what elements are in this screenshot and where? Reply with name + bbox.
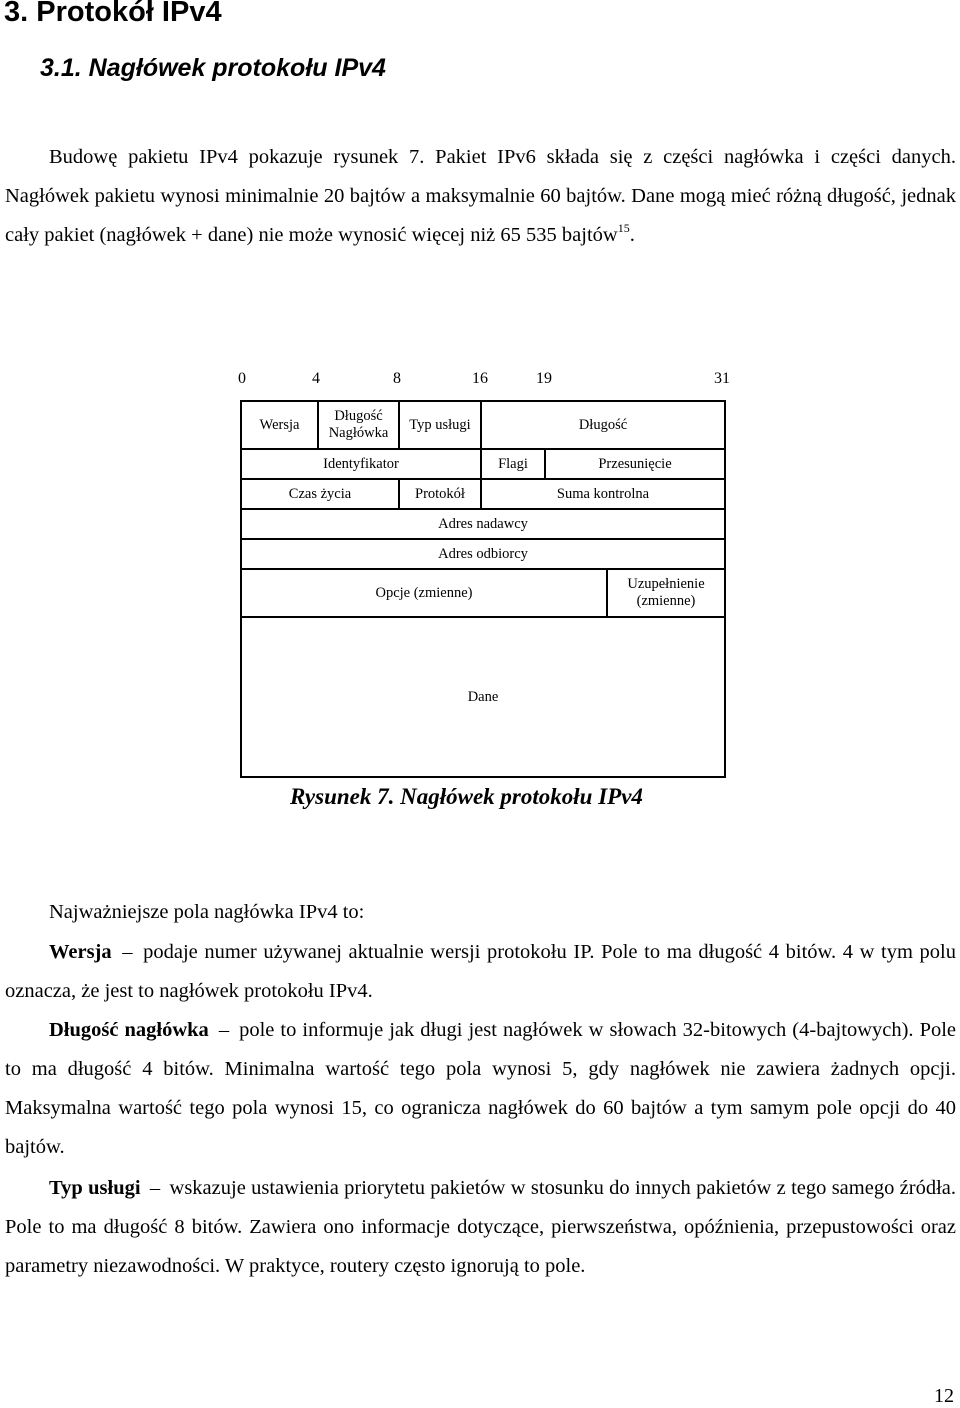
figure-caption: Rysunek 7. Nagłówek protokołu IPv4 [290,784,643,809]
bit-label-16: 16 [472,370,488,387]
field-identification: Identyfikator [242,450,480,480]
bit-label-19: 19 [536,370,552,387]
field-flags: Flagi [480,450,544,480]
intro-paragraph [5,138,956,255]
field-type-of-service: Typ usługi [398,402,480,450]
page-number: 12 [934,1385,954,1407]
field-data: Dane [467,688,499,705]
field-source-address: Adres nadawcy [242,510,724,540]
desc-version: Wersja – podaje numer używanej aktualnie wersji protokołu IP. Pole to ma długość 4 bitów. 4 w tym polu oznacza, że jest to nagłówek protokołu IPv4. [5,941,956,1002]
bit-label-8: 8 [393,370,401,387]
field-protocol: Protokół [398,480,480,510]
desc-type-of-service: Typ usługi – wskazuje ustawienia priorytetu pakietów w stosunku do innych pakietów z tego samego źródła. Pole to ma długość 8 bitów. Zawiera ono informacje dotyczące, pierwszeństwa, opóźnienia, przepustowości oraz parametry niezawodności. W praktyce, routery często ignorują to pole. [5,1177,957,1277]
field-options: Opcje (zmienne) [242,570,606,618]
desc-header-length: Długość nagłówka – pole to informuje jak długi jest nagłówek w słowach 32-bitowych (4-bajtowych). Pole to ma długość 4 bitów. Minimalna wartość tego pola wynosi 5, gdy nagłówek nie zawiera żadnych opcji. Maksymalna wartość tego pola wynosi 15, co ogranicza nagłówek do 60 bajtów a tym samym pole opcji do 40 bajtów. [5,1019,957,1158]
bit-label-4: 4 [312,370,320,387]
term-version: Wersja [49,941,112,963]
footnote-ref: 15 [617,221,630,235]
bit-label-0: 0 [238,370,246,387]
section-heading: 3. Protokół IPv4 [4,0,222,28]
term-header-length: Długość nagłówka [49,1019,209,1041]
field-checksum: Suma kontrolna [480,480,724,510]
fields-intro: Najważniejsze pola nagłówka IPv4 to: [49,901,365,923]
subsection-heading: 3.1. Nagłówek protokołu IPv4 [40,54,386,82]
field-total-length: Długość [480,402,724,450]
field-version: Wersja [242,402,317,450]
intro-text: Budowę pakietu IPv4 pokazuje rysunek 7. Pakiet IPv6 składa się z części nagłówka i części danych. Nagłówek pakietu wynosi minimalnie 20 bajtów a maksymalnie 60 bajtów. Dane mogą mieć różną długość, jednak cały pakiet (nagłówek + dane) nie może wynosić więcej niż 65 535 bajtów [5,146,956,246]
header-frame [240,400,726,778]
field-fragment-offset: Przesunięcie [544,450,724,480]
field-destination-address: Adres odbiorcy [242,540,724,570]
field-ttl: Czas życia [242,480,398,510]
intro-end: . [629,224,635,246]
field-header-length: Długość Nagłówka [317,402,398,450]
field-padding: Uzupełnienie (zmienne) [606,570,724,618]
term-type-of-service: Typ usługi [49,1177,141,1199]
bit-label-31: 31 [714,370,730,387]
